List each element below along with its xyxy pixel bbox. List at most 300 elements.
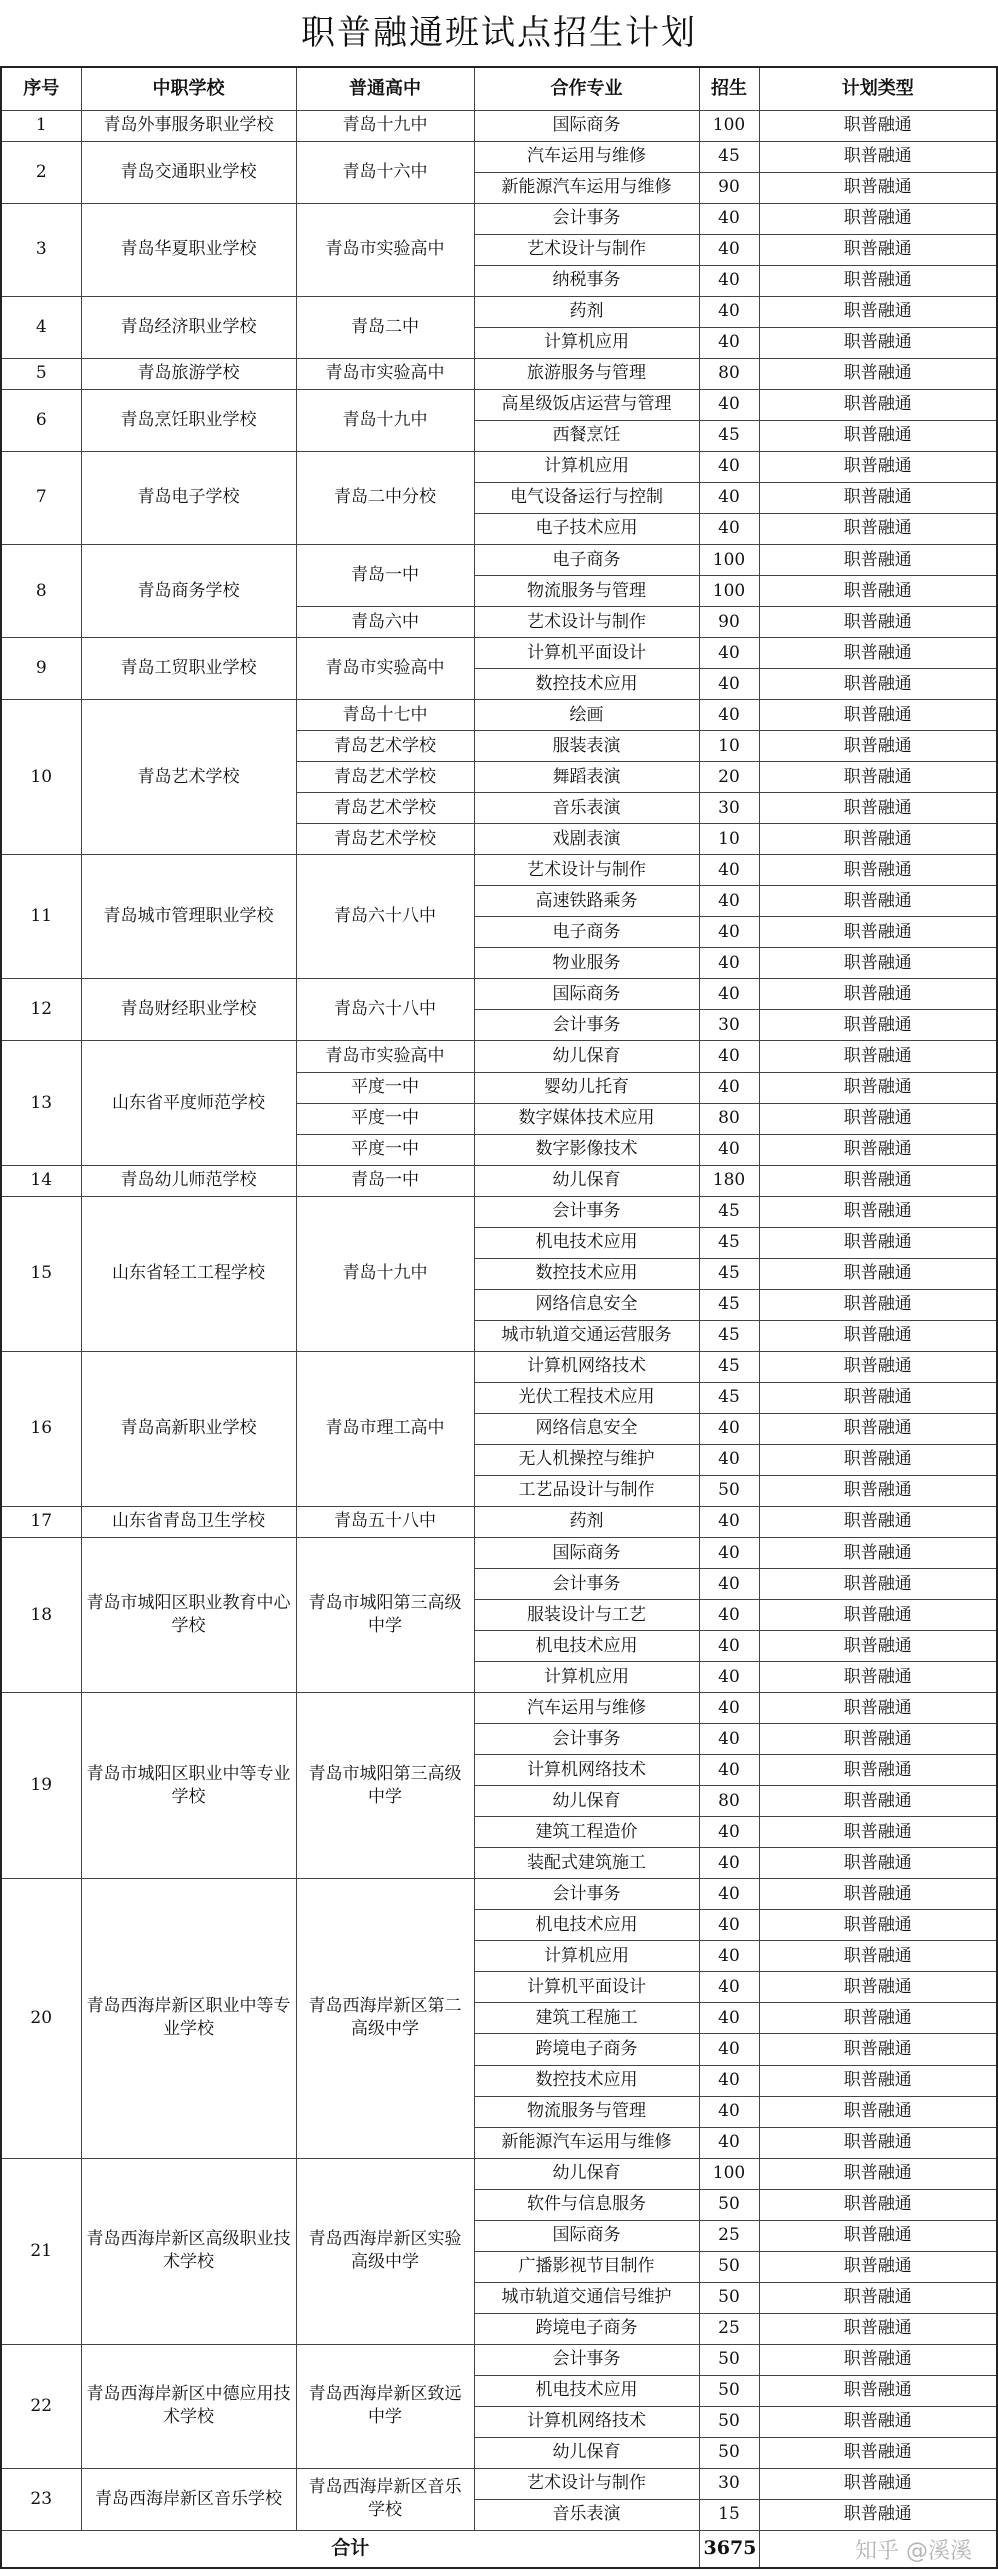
high-school: 青岛艺术学校 [296, 824, 474, 855]
plan-type: 职普融通 [759, 203, 997, 234]
major: 计算机平面设计 [474, 1972, 699, 2003]
vocational-school: 青岛烹饪职业学校 [81, 389, 296, 451]
enrollment-count: 40 [699, 1724, 759, 1755]
enrollment-count: 40 [699, 2096, 759, 2127]
high-school: 青岛西海岸新区实验高级中学 [296, 2158, 474, 2344]
enrollment-count: 45 [699, 1289, 759, 1320]
row-no: 6 [1, 389, 81, 451]
enrollment-count: 90 [699, 172, 759, 203]
plan-type: 职普融通 [759, 1258, 997, 1289]
header-major: 合作专业 [474, 67, 699, 110]
major: 装配式建筑施工 [474, 1848, 699, 1879]
plan-type: 职普融通 [759, 762, 997, 793]
page-title: 职普融通班试点招生计划 [301, 13, 697, 53]
vocational-school: 青岛旅游学校 [81, 358, 296, 389]
major: 城市轨道交通信号维护 [474, 2282, 699, 2313]
enrollment-count: 45 [699, 1258, 759, 1289]
vocational-school: 青岛工贸职业学校 [81, 638, 296, 700]
high-school: 青岛市理工高中 [296, 1351, 474, 1506]
plan-type: 职普融通 [759, 2158, 997, 2189]
enrollment-count: 40 [699, 1600, 759, 1631]
enrollment-count: 40 [699, 327, 759, 358]
table-row [1, 855, 997, 886]
enrollment-count: 20 [699, 762, 759, 793]
high-school: 青岛五十八中 [296, 1506, 474, 1537]
enrollment-count: 40 [699, 886, 759, 917]
enrollment-count: 30 [699, 1010, 759, 1041]
major: 舞蹈表演 [474, 762, 699, 793]
major: 计算机应用 [474, 327, 699, 358]
major: 计算机网络技术 [474, 2406, 699, 2437]
major: 机电技术应用 [474, 1910, 699, 1941]
table-row [1, 1506, 997, 1537]
enrollment-count: 40 [699, 203, 759, 234]
enrollment-count: 40 [699, 1755, 759, 1786]
high-school: 青岛市实验高中 [296, 203, 474, 296]
enrollment-count: 45 [699, 141, 759, 172]
plan-type: 职普融通 [759, 2003, 997, 2034]
major: 无人机操控与维护 [474, 1444, 699, 1475]
row-no: 5 [1, 358, 81, 389]
plan-type: 职普融通 [759, 1600, 997, 1631]
plan-type: 职普融通 [759, 172, 997, 203]
plan-type: 职普融通 [759, 327, 997, 358]
vocational-school: 青岛市城阳区职业中等专业学校 [81, 1693, 296, 1879]
enrollment-count: 40 [699, 2065, 759, 2096]
plan-type: 职普融通 [759, 2189, 997, 2220]
enrollment-plan-table [0, 66, 998, 2569]
enrollment-count: 45 [699, 1382, 759, 1413]
plan-type: 职普融通 [759, 917, 997, 948]
enrollment-count: 40 [699, 669, 759, 700]
enrollment-count: 40 [699, 1693, 759, 1724]
enrollment-count: 45 [699, 1227, 759, 1258]
plan-type: 职普融通 [759, 1941, 997, 1972]
vocational-school: 青岛商务学校 [81, 544, 296, 637]
plan-type: 职普融通 [759, 2127, 997, 2158]
plan-type: 职普融通 [759, 420, 997, 451]
row-no: 12 [1, 979, 81, 1041]
major: 网络信息安全 [474, 1289, 699, 1320]
vocational-school: 青岛幼儿师范学校 [81, 1165, 296, 1196]
major: 数控技术应用 [474, 669, 699, 700]
high-school: 青岛市城阳第三高级中学 [296, 1537, 474, 1692]
table-row [1, 389, 997, 420]
table-row [1, 2468, 997, 2499]
plan-type: 职普融通 [759, 700, 997, 731]
plan-type: 职普融通 [759, 2220, 997, 2251]
major: 物流服务与管理 [474, 576, 699, 607]
header-high-school: 普通高中 [296, 67, 474, 110]
plan-type: 职普融通 [759, 1010, 997, 1041]
table-row [1, 1041, 997, 1072]
plan-type: 职普融通 [759, 638, 997, 669]
major: 工艺品设计与制作 [474, 1475, 699, 1506]
high-school: 青岛十七中 [296, 700, 474, 731]
header-enrollment: 招生 [699, 67, 759, 110]
row-no: 22 [1, 2344, 81, 2468]
plan-type: 职普融通 [759, 1103, 997, 1134]
plan-type: 职普融通 [759, 1134, 997, 1165]
plan-type: 职普融通 [759, 2065, 997, 2096]
total-value: 3675 [699, 2530, 759, 2568]
major: 汽车运用与维修 [474, 141, 699, 172]
enrollment-count: 40 [699, 1413, 759, 1444]
row-no: 7 [1, 451, 81, 544]
enrollment-count: 40 [699, 513, 759, 544]
major: 高速铁路乘务 [474, 886, 699, 917]
table-row [1, 296, 997, 327]
major: 戏剧表演 [474, 824, 699, 855]
table-row [1, 1879, 997, 1910]
plan-type: 职普融通 [759, 2375, 997, 2406]
plan-type: 职普融通 [759, 2251, 997, 2282]
major: 药剂 [474, 1506, 699, 1537]
vocational-school: 青岛财经职业学校 [81, 979, 296, 1041]
plan-type: 职普融通 [759, 2282, 997, 2313]
watermark: 知乎 @溪溪 [855, 2539, 972, 2564]
major: 物业服务 [474, 948, 699, 979]
enrollment-count: 40 [699, 917, 759, 948]
plan-type: 职普融通 [759, 1506, 997, 1537]
vocational-school: 青岛电子学校 [81, 451, 296, 544]
row-no: 1 [1, 110, 81, 141]
vocational-school: 青岛西海岸新区音乐学校 [81, 2468, 296, 2530]
major: 服装设计与工艺 [474, 1600, 699, 1631]
major: 会计事务 [474, 203, 699, 234]
plan-type: 职普融通 [759, 731, 997, 762]
major: 电子技术应用 [474, 513, 699, 544]
enrollment-count: 50 [699, 2251, 759, 2282]
enrollment-count: 40 [699, 1972, 759, 2003]
major: 会计事务 [474, 1724, 699, 1755]
plan-type: 职普融通 [759, 1289, 997, 1320]
vocational-school: 青岛高新职业学校 [81, 1351, 296, 1506]
plan-type: 职普融通 [759, 1879, 997, 1910]
enrollment-count: 40 [699, 1072, 759, 1103]
major: 旅游服务与管理 [474, 358, 699, 389]
vocational-school: 青岛外事服务职业学校 [81, 110, 296, 141]
enrollment-count: 25 [699, 2220, 759, 2251]
major: 网络信息安全 [474, 1413, 699, 1444]
plan-type: 职普融通 [759, 1351, 997, 1382]
major: 药剂 [474, 296, 699, 327]
table-row [1, 1165, 997, 1196]
enrollment-count: 40 [699, 1569, 759, 1600]
major: 艺术设计与制作 [474, 234, 699, 265]
major: 物流服务与管理 [474, 2096, 699, 2127]
table-row [1, 358, 997, 389]
enrollment-count: 40 [699, 451, 759, 482]
enrollment-count: 40 [699, 1506, 759, 1537]
enrollment-count: 40 [699, 1444, 759, 1475]
major: 纳税事务 [474, 265, 699, 296]
enrollment-count: 40 [699, 1537, 759, 1568]
enrollment-count: 80 [699, 1786, 759, 1817]
major: 幼儿保育 [474, 1165, 699, 1196]
plan-type: 职普融通 [759, 1786, 997, 1817]
enrollment-count: 40 [699, 1662, 759, 1693]
enrollment-count: 50 [699, 2344, 759, 2375]
plan-type: 职普融通 [759, 110, 997, 141]
major: 光伏工程技术应用 [474, 1382, 699, 1413]
enrollment-count: 40 [699, 2003, 759, 2034]
major: 计算机应用 [474, 1662, 699, 1693]
high-school: 青岛六中 [296, 607, 474, 638]
major: 会计事务 [474, 1010, 699, 1041]
header-no: 序号 [1, 67, 81, 110]
header-plan-type: 计划类型 [759, 67, 997, 110]
major: 会计事务 [474, 2344, 699, 2375]
enrollment-count: 15 [699, 2499, 759, 2530]
major: 建筑工程施工 [474, 2003, 699, 2034]
plan-type: 职普融通 [759, 451, 997, 482]
major: 软件与信息服务 [474, 2189, 699, 2220]
plan-type: 职普融通 [759, 1227, 997, 1258]
major: 服装表演 [474, 731, 699, 762]
major: 艺术设计与制作 [474, 607, 699, 638]
plan-type: 职普融通 [759, 1972, 997, 2003]
major: 计算机网络技术 [474, 1755, 699, 1786]
enrollment-count: 40 [699, 1134, 759, 1165]
row-no: 20 [1, 1879, 81, 2158]
high-school: 青岛十九中 [296, 110, 474, 141]
plan-type: 职普融通 [759, 2406, 997, 2437]
major: 会计事务 [474, 1196, 699, 1227]
plan-type: 职普融通 [759, 513, 997, 544]
vocational-school: 山东省平度师范学校 [81, 1041, 296, 1165]
plan-type: 职普融通 [759, 1537, 997, 1568]
plan-type: 职普融通 [759, 141, 997, 172]
plan-type: 职普融通 [759, 1910, 997, 1941]
enrollment-count: 10 [699, 824, 759, 855]
major: 计算机网络技术 [474, 1351, 699, 1382]
high-school: 青岛艺术学校 [296, 793, 474, 824]
vocational-school: 青岛城市管理职业学校 [81, 855, 296, 979]
plan-type: 职普融通 [759, 234, 997, 265]
high-school: 青岛市城阳第三高级中学 [296, 1693, 474, 1879]
enrollment-count: 30 [699, 2468, 759, 2499]
plan-type: 职普融通 [759, 1693, 997, 1724]
enrollment-count: 40 [699, 296, 759, 327]
row-no: 16 [1, 1351, 81, 1506]
major: 城市轨道交通运营服务 [474, 1320, 699, 1351]
enrollment-count: 40 [699, 1041, 759, 1072]
plan-type: 职普融通 [759, 1382, 997, 1413]
enrollment-count: 40 [699, 948, 759, 979]
major: 广播影视节目制作 [474, 2251, 699, 2282]
high-school: 青岛西海岸新区音乐学校 [296, 2468, 474, 2530]
enrollment-count: 40 [699, 1879, 759, 1910]
major: 幼儿保育 [474, 2437, 699, 2468]
row-no: 9 [1, 638, 81, 700]
enrollment-count: 45 [699, 1351, 759, 1382]
row-no: 14 [1, 1165, 81, 1196]
major: 会计事务 [474, 1569, 699, 1600]
plan-type: 职普融通 [759, 1320, 997, 1351]
plan-type: 职普融通 [759, 1662, 997, 1693]
plan-type: 职普融通 [759, 296, 997, 327]
major: 数字影像技术 [474, 1134, 699, 1165]
total-label: 合计 [1, 2530, 699, 2568]
plan-type: 职普融通 [759, 2437, 997, 2468]
enrollment-count: 40 [699, 979, 759, 1010]
major: 新能源汽车运用与维修 [474, 2127, 699, 2158]
row-no: 21 [1, 2158, 81, 2344]
plan-type: 职普融通 [759, 1724, 997, 1755]
major: 计算机应用 [474, 451, 699, 482]
major: 婴幼儿托育 [474, 1072, 699, 1103]
row-no: 13 [1, 1041, 81, 1165]
vocational-school: 青岛艺术学校 [81, 700, 296, 855]
high-school: 青岛市实验高中 [296, 638, 474, 700]
vocational-school: 青岛经济职业学校 [81, 296, 296, 358]
high-school: 平度一中 [296, 1134, 474, 1165]
row-no: 8 [1, 544, 81, 637]
major: 国际商务 [474, 110, 699, 141]
major: 跨境电子商务 [474, 2313, 699, 2344]
plan-type: 职普融通 [759, 1631, 997, 1662]
table-row [1, 544, 997, 575]
enrollment-count: 100 [699, 110, 759, 141]
vocational-school: 青岛华夏职业学校 [81, 203, 296, 296]
row-no: 18 [1, 1537, 81, 1692]
enrollment-count: 40 [699, 638, 759, 669]
enrollment-count: 40 [699, 2034, 759, 2065]
enrollment-count: 50 [699, 2437, 759, 2468]
high-school: 青岛十九中 [296, 1196, 474, 1351]
enrollment-count: 30 [699, 793, 759, 824]
table-row [1, 979, 997, 1010]
plan-type: 职普融通 [759, 948, 997, 979]
enrollment-count: 40 [699, 234, 759, 265]
plan-type: 职普融通 [759, 855, 997, 886]
major: 绘画 [474, 700, 699, 731]
table-row [1, 203, 997, 234]
table-row [1, 700, 997, 731]
enrollment-count: 100 [699, 544, 759, 575]
major: 会计事务 [474, 1879, 699, 1910]
row-no: 3 [1, 203, 81, 296]
enrollment-count: 40 [699, 389, 759, 420]
major: 国际商务 [474, 979, 699, 1010]
major: 幼儿保育 [474, 1786, 699, 1817]
table-row [1, 1537, 997, 1568]
high-school: 青岛艺术学校 [296, 731, 474, 762]
major: 艺术设计与制作 [474, 2468, 699, 2499]
plan-type: 职普融通 [759, 1072, 997, 1103]
plan-type: 职普融通 [759, 2096, 997, 2127]
header-vocational-school: 中职学校 [81, 67, 296, 110]
plan-type: 职普融通 [759, 2034, 997, 2065]
plan-type: 职普融通 [759, 2499, 997, 2530]
major: 跨境电子商务 [474, 2034, 699, 2065]
table-row [1, 1693, 997, 1724]
major: 电子商务 [474, 544, 699, 575]
vocational-school: 青岛西海岸新区职业中等专业学校 [81, 1879, 296, 2158]
plan-type: 职普融通 [759, 389, 997, 420]
plan-type: 职普融通 [759, 886, 997, 917]
plan-type: 职普融通 [759, 1413, 997, 1444]
plan-type: 职普融通 [759, 793, 997, 824]
enrollment-count: 40 [699, 855, 759, 886]
enrollment-count: 40 [699, 1631, 759, 1662]
high-school: 青岛一中 [296, 1165, 474, 1196]
major: 高星级饭店运营与管理 [474, 389, 699, 420]
high-school: 青岛西海岸新区第二高级中学 [296, 1879, 474, 2158]
enrollment-count: 40 [699, 265, 759, 296]
plan-type: 职普融通 [759, 1165, 997, 1196]
major: 计算机平面设计 [474, 638, 699, 669]
major: 国际商务 [474, 2220, 699, 2251]
major: 新能源汽车运用与维修 [474, 172, 699, 203]
plan-type: 职普融通 [759, 358, 997, 389]
plan-type: 职普融通 [759, 607, 997, 638]
plan-type: 职普融通 [759, 824, 997, 855]
table-row [1, 110, 997, 141]
vocational-school: 青岛西海岸新区高级职业技术学校 [81, 2158, 296, 2344]
vocational-school: 山东省青岛卫生学校 [81, 1506, 296, 1537]
plan-type: 职普融通 [759, 1817, 997, 1848]
plan-type: 职普融通 [759, 1444, 997, 1475]
high-school: 青岛十六中 [296, 141, 474, 203]
plan-type: 职普融通 [759, 1848, 997, 1879]
table-row [1, 2158, 997, 2189]
major: 西餐烹饪 [474, 420, 699, 451]
enrollment-count: 100 [699, 576, 759, 607]
plan-type: 职普融通 [759, 265, 997, 296]
major: 电子商务 [474, 917, 699, 948]
table-body [1, 67, 997, 2568]
plan-type: 职普融通 [759, 669, 997, 700]
high-school: 青岛六十八中 [296, 979, 474, 1041]
plan-type: 职普融通 [759, 544, 997, 575]
table-row [1, 141, 997, 172]
enrollment-count: 45 [699, 420, 759, 451]
enrollment-count: 50 [699, 2406, 759, 2437]
plan-type: 职普融通 [759, 576, 997, 607]
high-school: 青岛市实验高中 [296, 358, 474, 389]
enrollment-count: 50 [699, 2189, 759, 2220]
major: 计算机应用 [474, 1941, 699, 1972]
plan-type: 职普融通 [759, 979, 997, 1010]
enrollment-count: 40 [699, 1941, 759, 1972]
major: 机电技术应用 [474, 1227, 699, 1258]
major: 电气设备运行与控制 [474, 482, 699, 513]
row-no: 19 [1, 1693, 81, 1879]
enrollment-count: 40 [699, 1910, 759, 1941]
vocational-school: 青岛市城阳区职业教育中心学校 [81, 1537, 296, 1692]
plan-type: 职普融通 [759, 2344, 997, 2375]
plan-type: 职普融通 [759, 1475, 997, 1506]
header-row [1, 67, 997, 110]
enrollment-count: 50 [699, 1475, 759, 1506]
row-no: 2 [1, 141, 81, 203]
high-school: 青岛二中 [296, 296, 474, 358]
enrollment-count: 40 [699, 2127, 759, 2158]
major: 音乐表演 [474, 2499, 699, 2530]
enrollment-count: 50 [699, 2282, 759, 2313]
high-school: 青岛六十八中 [296, 855, 474, 979]
major: 汽车运用与维修 [474, 1693, 699, 1724]
row-no: 10 [1, 700, 81, 855]
vocational-school: 山东省轻工工程学校 [81, 1196, 296, 1351]
high-school: 平度一中 [296, 1103, 474, 1134]
table-row [1, 1351, 997, 1382]
table-row [1, 2344, 997, 2375]
table-row [1, 451, 997, 482]
enrollment-count: 100 [699, 2158, 759, 2189]
